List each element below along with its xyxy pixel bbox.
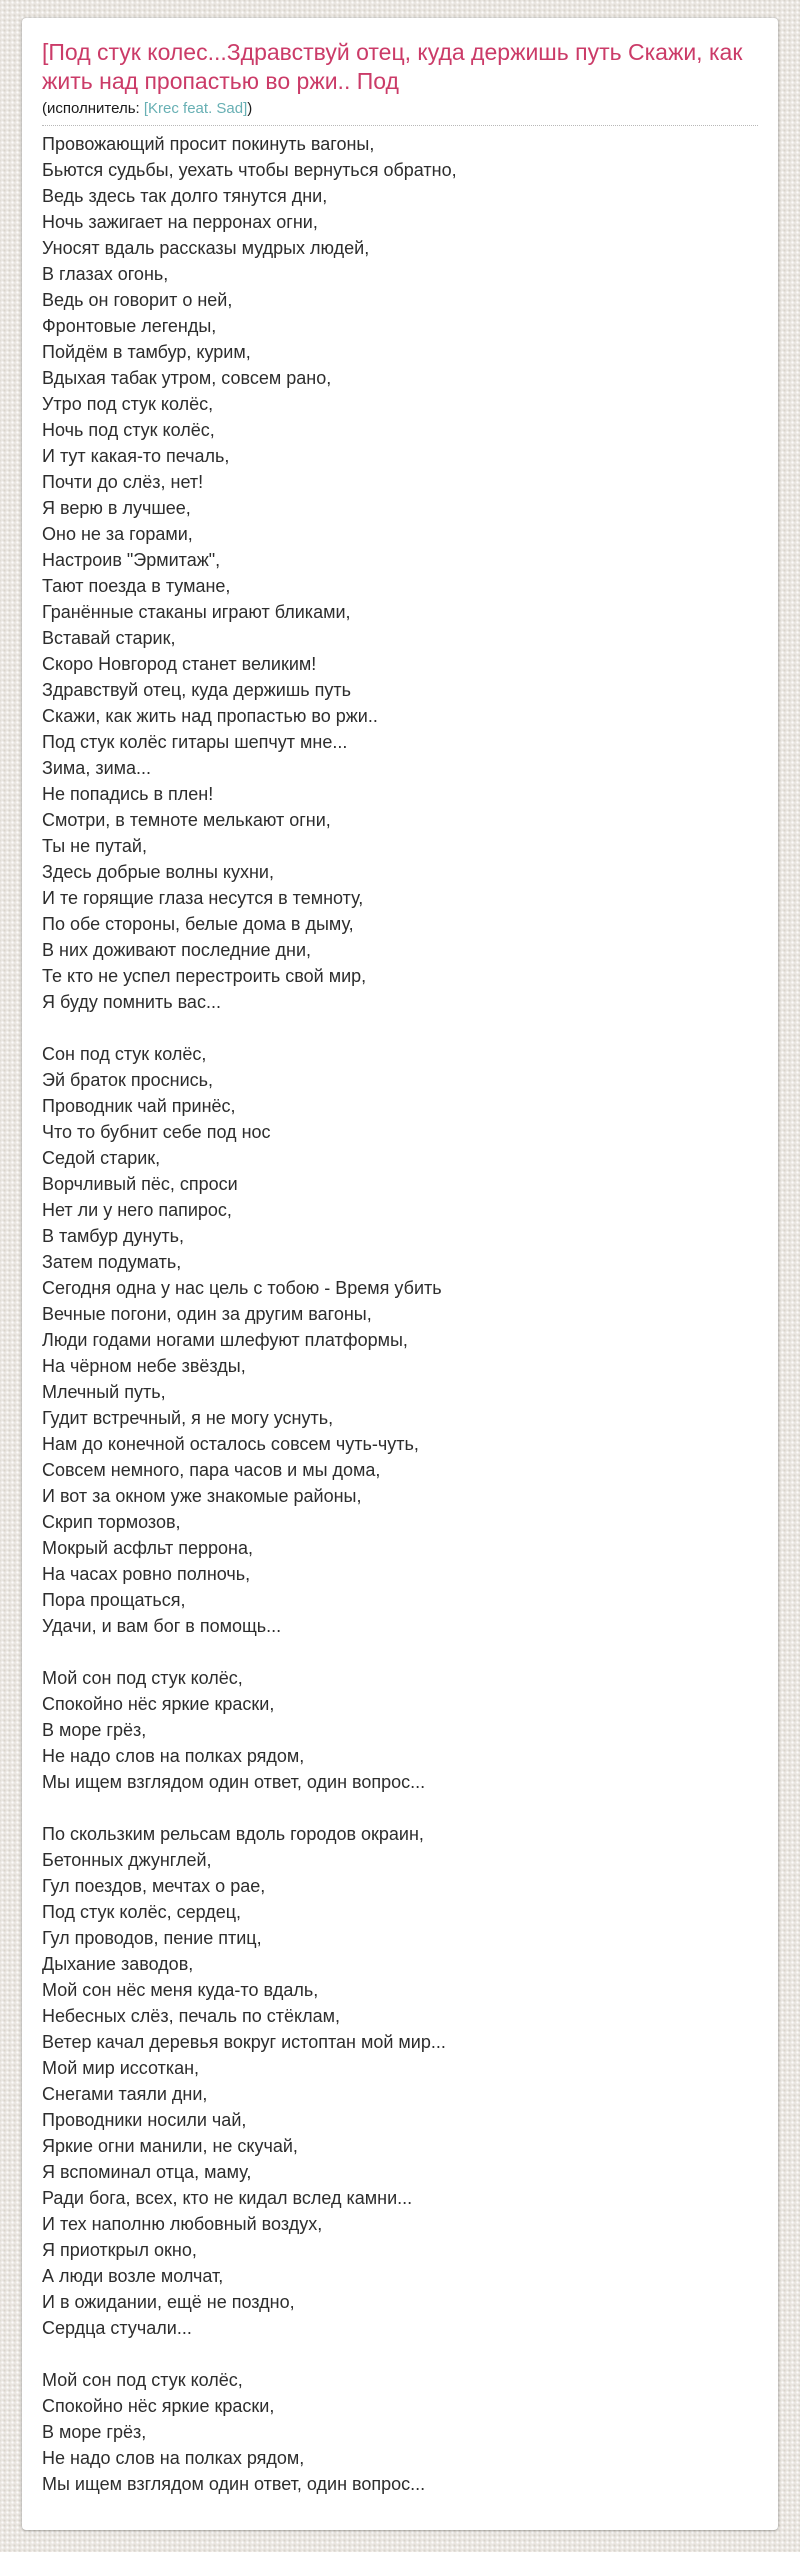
lyric-line: Ночь зажигает на перронах огни, [42,212,318,232]
lyric-line: Люди годами ногами шлефуют платформы, [42,1330,408,1350]
lyric-line: Вставай старик, [42,628,176,648]
lyric-line: Затем подумать, [42,1252,182,1272]
lyric-line: Не надо слов на полках рядом, [42,2448,305,2468]
artist-line [42,99,758,119]
lyric-line: Гудит встречный, я не могу уснуть, [42,1408,334,1428]
stanza [42,131,758,1015]
lyric-line: В море грёз, [42,2422,147,2442]
stanza [42,1821,758,2341]
lyric-line: Здесь добрые волны кухни, [42,862,274,882]
lyric-line: Пора прощаться, [42,1590,186,1610]
lyric-line: Проводники носили чай, [42,2110,247,2130]
dotted-separator [42,125,758,126]
lyric-line: Ветер качал деревья вокруг истоптан мой мир... [42,2032,446,2052]
lyric-line: Мы ищем взглядом один ответ, один вопрос... [42,2474,426,2494]
lyric-line: Не попадись в плен! [42,784,214,804]
lyric-line: Что то бубнит себе под нос [42,1122,271,1142]
lyric-line: Вечные погони, один за другим вагоны, [42,1304,372,1324]
lyric-line: Скрип тормозов, [42,1512,181,1532]
lyrics-text [42,131,758,2497]
lyric-line: Здравствуй отец, куда держишь путь [42,680,352,700]
artist-label-open: (исполнитель: [42,100,144,117]
lyric-line: Мокрый асфльт перрона, [42,1538,253,1558]
lyric-line: Проводник чай принёс, [42,1096,236,1116]
lyric-line: Смотри, в темноте мелькают огни, [42,810,331,830]
lyric-line: В них доживают последние дни, [42,940,312,960]
lyric-line: Млечный путь, [42,1382,166,1402]
stanza [42,1041,758,1639]
lyric-line: А люди возле молчат, [42,2266,224,2286]
lyric-line: В глазах огонь, [42,264,169,284]
lyric-line: Мой мир иссоткан, [42,2058,200,2078]
lyric-line: Не надо слов на полках рядом, [42,1746,305,1766]
lyric-line: И тех наполню любовный воздух, [42,2214,323,2234]
lyric-line: Спокойно нёс яркие краски, [42,2396,275,2416]
lyric-line: Я буду помнить вас... [42,992,221,1012]
lyric-line: Я вспоминал отца, маму, [42,2162,252,2182]
lyric-line: Вдыхая табак утром, совсем рано, [42,368,332,388]
lyric-line: Бетонных джунглей, [42,1850,212,1870]
song-title: [Под стук колес...Здравствуй отец, куда держишь путь Скажи, как жить над пропастью во ржи.. Под [42,39,743,94]
lyric-line: Ведь он говорит о ней, [42,290,233,310]
lyric-line: Оно не за горами, [42,524,193,544]
lyric-line: И вот за окном уже знакомые районы, [42,1486,362,1506]
lyric-line: Утро под стук колёс, [42,394,214,414]
stanza [42,1665,758,1795]
artist-link[interactable]: [Krec feat. Sad] [143,100,248,117]
lyric-line: Нам до конечной осталось совсем чуть-чуть, [42,1434,419,1454]
lyric-line: Эй браток проснись, [42,1070,213,1090]
lyric-line: Снегами таяли дни, [42,2084,208,2104]
lyric-line: Мой сон под стук колёс, [42,2370,243,2390]
lyric-line: Гул проводов, пение птиц, [42,1928,262,1948]
lyric-line: И те горящие глаза несутся в темноту, [42,888,364,908]
lyric-line: Нет ли у него папирос, [42,1200,232,1220]
lyric-line: Под стук колёс гитары шепчут мне... [42,732,348,752]
lyric-line: Совсем немного, пара часов и мы дома, [42,1460,381,1480]
lyric-line: Ведь здесь так долго тянутся дни, [42,186,328,206]
lyric-line: Яркие огни манили, не скучай, [42,2136,298,2156]
lyric-line: Тают поезда в тумане, [42,576,231,596]
lyric-line: И тут какая-то печаль, [42,446,230,466]
lyric-line: Скоро Новгород станет великим! [42,654,317,674]
lyrics-card [22,18,778,2530]
lyric-line: Фронтовые легенды, [42,316,217,336]
lyric-line: Сегодня одна у нас цель с тобою - Время убить [42,1278,442,1298]
lyric-line: По обе стороны, белые дома в дыму, [42,914,354,934]
lyric-line: Небесных слёз, печаль по стёклам, [42,2006,340,2026]
lyric-line: Ночь под стук колёс, [42,420,215,440]
lyric-line: Скажи, как жить над пропастью во ржи.. [42,706,378,726]
lyric-line: Седой старик, [42,1148,161,1168]
lyric-line: На часах ровно полночь, [42,1564,251,1584]
lyric-line: Удачи, и вам бог в помощь... [42,1616,282,1636]
lyric-line: Провожающий просит покинуть вагоны, [42,134,375,154]
lyric-line: Настроив "Эрмитаж", [42,550,221,570]
lyric-line: На чёрном небе звёзды, [42,1356,246,1376]
lyric-line: Дыхание заводов, [42,1954,194,1974]
lyric-line: Мой сон под стук колёс, [42,1668,243,1688]
lyric-line: Спокойно нёс яркие краски, [42,1694,275,1714]
lyric-line: Ты не путай, [42,836,147,856]
artist-label-close: ) [247,100,253,117]
lyric-line: Бьются судьбы, уехать чтобы вернуться обратно, [42,160,457,180]
lyric-line: Мы ищем взглядом один ответ, один вопрос... [42,1772,426,1792]
lyric-line: Гранённые стаканы играют бликами, [42,602,351,622]
lyric-line: Под стук колёс, сердец, [42,1902,242,1922]
lyric-line: В море грёз, [42,1720,147,1740]
lyric-line: Я верю в лучшее, [42,498,191,518]
lyric-line: По скользким рельсам вдоль городов окраин, [42,1824,424,1844]
lyric-line: Те кто не успел перестроить свой мир, [42,966,367,986]
lyric-line: Уносят вдаль рассказы мудрых людей, [42,238,370,258]
lyric-line: Пойдём в тамбур, курим, [42,342,251,362]
lyric-line: И в ожидании, ещё не поздно, [42,2292,295,2312]
lyric-line: Сердца стучали... [42,2318,192,2338]
lyric-line: Сон под стук колёс, [42,1044,207,1064]
lyric-line: Зима, зима... [42,758,152,778]
lyric-line: Гул поездов, мечтах о рае, [42,1876,266,1896]
lyric-line: Ворчливый пёс, спроси [42,1174,238,1194]
lyric-line: Мой сон нёс меня куда-то вдаль, [42,1980,319,2000]
lyric-line: Я приоткрыл окно, [42,2240,197,2260]
lyric-line: Почти до слёз, нет! [42,472,204,492]
lyric-line: Ради бога, всех, кто не кидал вслед камни... [42,2188,413,2208]
stanza [42,2367,758,2497]
lyric-line: В тамбур дунуть, [42,1226,185,1246]
